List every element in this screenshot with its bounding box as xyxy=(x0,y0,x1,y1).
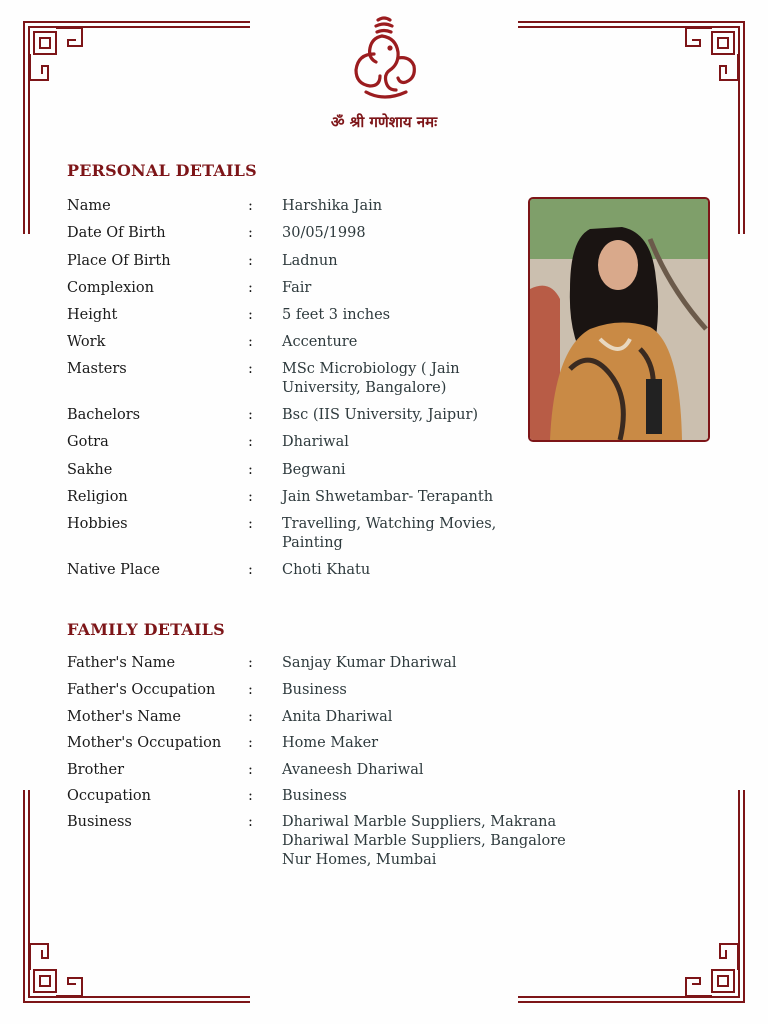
detail-colon: : xyxy=(248,655,253,671)
detail-label: Native Place xyxy=(67,562,160,578)
detail-colon: : xyxy=(248,462,253,478)
detail-value-line: Painting xyxy=(282,535,343,551)
detail-colon: : xyxy=(248,516,253,532)
detail-colon: : xyxy=(248,280,253,296)
detail-value-line: 30/05/1998 xyxy=(282,225,366,241)
detail-label: Hobbies xyxy=(67,516,128,532)
detail-value-line: Business xyxy=(282,788,347,804)
detail-value-line: Dhariwal xyxy=(282,434,349,450)
detail-value-line: Nur Homes, Mumbai xyxy=(282,852,437,868)
detail-label: Complexion xyxy=(67,280,154,296)
detail-value-line: Ladnun xyxy=(282,253,338,269)
detail-label: Height xyxy=(67,307,118,323)
detail-colon: : xyxy=(248,682,253,698)
detail-colon: : xyxy=(248,334,253,350)
detail-colon: : xyxy=(248,735,253,751)
detail-value-line: Travelling, Watching Movies, xyxy=(282,516,497,532)
detail-value-line: Dhariwal Marble Suppliers, Bangalore xyxy=(282,833,566,849)
detail-colon: : xyxy=(248,489,253,505)
detail-value xyxy=(282,515,572,553)
detail-value-line: Fair xyxy=(282,280,312,296)
detail-value-line: University, Bangalore) xyxy=(282,380,447,396)
detail-value-line: Business xyxy=(282,682,347,698)
detail-label: Business xyxy=(67,814,132,830)
detail-value-line: Dhariwal Marble Suppliers, Makrana xyxy=(282,814,557,830)
ganesha-icon xyxy=(344,14,424,106)
detail-value xyxy=(282,708,572,727)
detail-value-line: Harshika Jain xyxy=(282,198,383,214)
detail-label: Father's Name xyxy=(67,655,176,671)
detail-value xyxy=(282,761,572,780)
detail-colon: : xyxy=(248,361,253,377)
personal-details-title: PERSONAL DETAILS xyxy=(67,161,257,180)
detail-colon: : xyxy=(248,225,253,241)
invocation-text: ॐ श्री गणेशाय नमः xyxy=(330,113,438,131)
profile-photo xyxy=(528,197,710,442)
detail-label: Occupation xyxy=(67,788,151,804)
detail-value-line: Anita Dhariwal xyxy=(282,709,393,725)
detail-label: Religion xyxy=(67,489,128,505)
detail-label: Bachelors xyxy=(67,407,141,423)
detail-value xyxy=(282,654,572,673)
detail-value-line: Sanjay Kumar Dhariwal xyxy=(282,655,457,671)
detail-label: Masters xyxy=(67,361,127,377)
detail-label: Work xyxy=(67,334,106,350)
detail-colon: : xyxy=(248,562,253,578)
detail-label: Father's Occupation xyxy=(67,682,216,698)
detail-value xyxy=(282,461,572,480)
profile-photo-image xyxy=(530,199,708,440)
header xyxy=(0,14,768,110)
detail-colon: : xyxy=(248,814,253,830)
detail-colon: : xyxy=(248,407,253,423)
detail-value xyxy=(282,734,572,753)
detail-value xyxy=(282,787,572,806)
detail-value xyxy=(282,561,572,580)
detail-value-line: Bsc (IIS University, Jaipur) xyxy=(282,407,479,423)
detail-label: Date Of Birth xyxy=(67,225,166,241)
detail-value xyxy=(282,681,572,700)
detail-value-line: Accenture xyxy=(282,334,358,350)
detail-value-line: MSc Microbiology ( Jain xyxy=(282,361,460,377)
detail-value-line: Home Maker xyxy=(282,735,379,751)
detail-colon: : xyxy=(248,253,253,269)
detail-value-line: Avaneesh Dhariwal xyxy=(282,762,424,778)
detail-label: Place Of Birth xyxy=(67,253,171,269)
detail-value xyxy=(282,813,572,870)
detail-colon: : xyxy=(248,762,253,778)
detail-colon: : xyxy=(248,198,253,214)
detail-label: Mother's Name xyxy=(67,709,181,725)
family-details-title: FAMILY DETAILS xyxy=(67,620,225,639)
detail-colon: : xyxy=(248,307,253,323)
detail-label: Brother xyxy=(67,762,124,778)
detail-value-line: Jain Shwetambar- Terapanth xyxy=(282,489,494,505)
detail-label: Mother's Occupation xyxy=(67,735,222,751)
detail-value xyxy=(282,488,572,507)
detail-value-line: 5 feet 3 inches xyxy=(282,307,391,323)
detail-label: Sakhe xyxy=(67,462,113,478)
detail-value-line: Choti Khatu xyxy=(282,562,371,578)
detail-value-line: Begwani xyxy=(282,462,346,478)
detail-colon: : xyxy=(248,434,253,450)
detail-colon: : xyxy=(248,709,253,725)
detail-label: Gotra xyxy=(67,434,109,450)
detail-colon: : xyxy=(248,788,253,804)
detail-label: Name xyxy=(67,198,111,214)
